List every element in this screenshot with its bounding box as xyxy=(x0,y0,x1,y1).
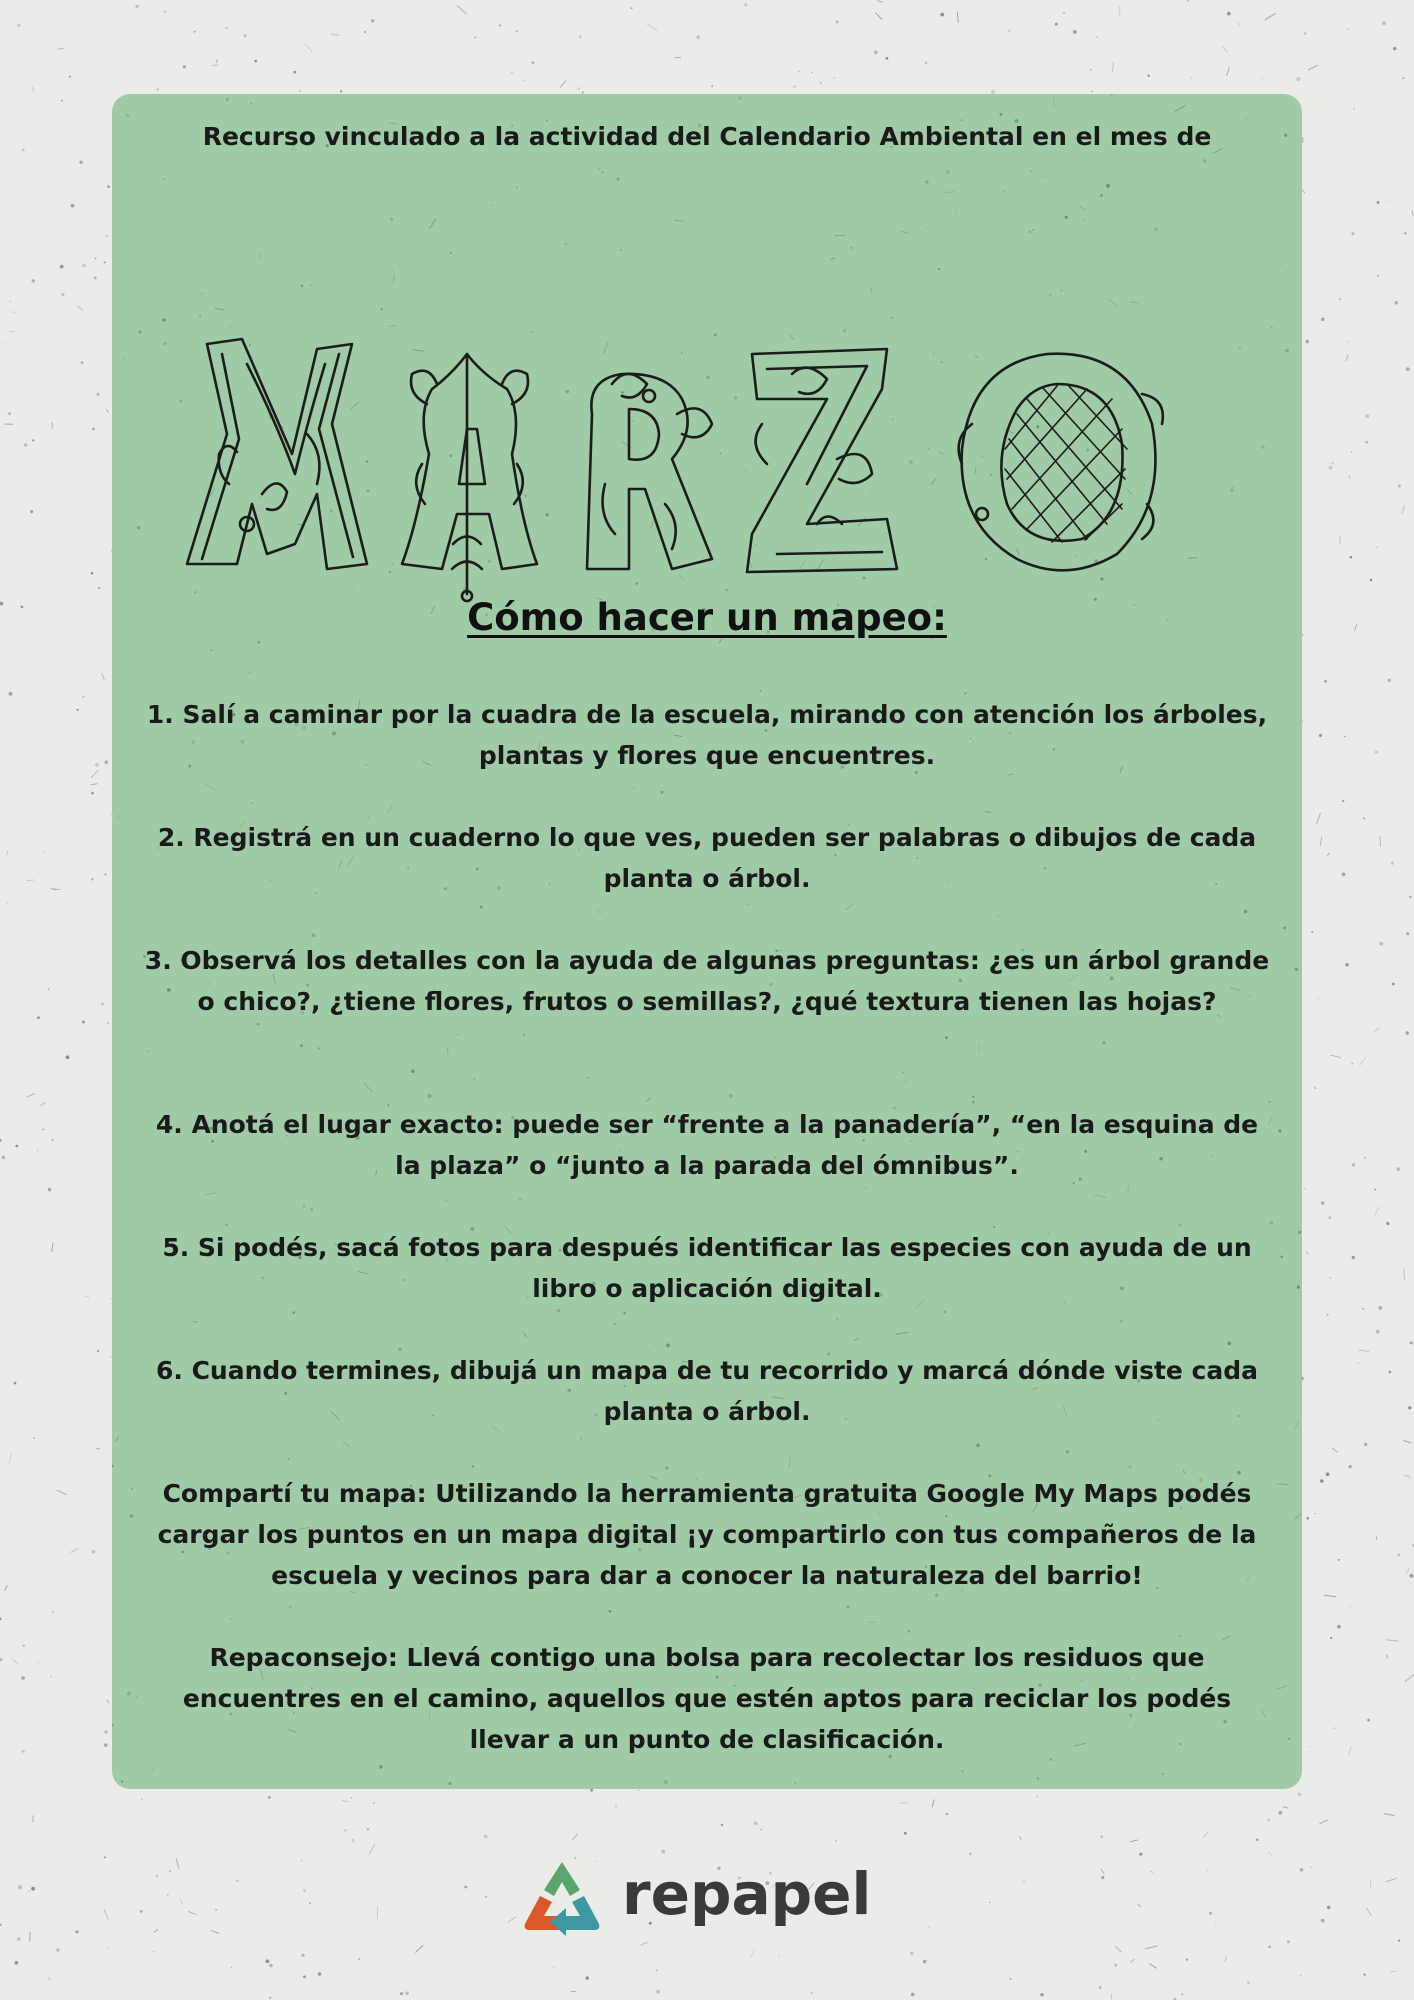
intro-text: Recurso vinculado a la actividad del Calendario Ambiental en el mes de xyxy=(202,122,1212,151)
letter-z xyxy=(747,349,897,572)
step-5: 5. Si podés, sacá fotos para después identificar las especies con ayuda de un libro o aplicación digital. xyxy=(162,1233,1252,1303)
letter-r xyxy=(587,374,712,569)
brand-name: repapel xyxy=(622,1860,872,1928)
letter-m xyxy=(187,339,367,569)
recycle-icon xyxy=(522,1860,602,1936)
step-1: 1. Salí a caminar por la cuadra de la escuela, mirando con atención los árboles, plantas y flores que encuentres. xyxy=(146,700,1268,770)
page-title: Cómo hacer un mapeo: xyxy=(467,596,947,639)
tip-text: Repaconsejo: Llevá contigo una bolsa para recolectar los residuos que encuentres en el camino, aquellos que estén aptos para reciclar los podés llevar a un punto de clasificación. xyxy=(182,1643,1232,1754)
step-4: 4. Anotá el lugar exacto: puede ser “frente a la panadería”, “en la esquina de la plaza” o “junto a la parada del ómnibus”. xyxy=(155,1110,1259,1180)
step-6: 6. Cuando termines, dibujá un mapa de tu recorrido y marcá dónde viste cada planta o árbol. xyxy=(155,1356,1259,1426)
brand-logo xyxy=(522,1858,872,1938)
step-3: 3. Observá los detalles con la ayuda de algunas preguntas: ¿es un árbol grande o chico?, ¿tiene flores, frutos o semillas?, ¿qué textura tienen las hojas? xyxy=(144,946,1270,1016)
letter-a xyxy=(402,354,537,601)
step-2: 2. Registrá en un cuaderno lo que ves, pueden ser palabras o dibujos de cada planta o árbol. xyxy=(157,823,1257,893)
content-card xyxy=(112,94,1302,1789)
letter-o xyxy=(959,354,1163,571)
marzo-decorative-title xyxy=(167,224,1247,624)
share-text: Compartí tu mapa: Utilizando la herramienta gratuita Google My Maps podés cargar los puntos en un mapa digital ¡y compartirlo con tus compañeros de la escuela y vecinos para dar a conocer la naturaleza del barrio! xyxy=(157,1479,1257,1590)
